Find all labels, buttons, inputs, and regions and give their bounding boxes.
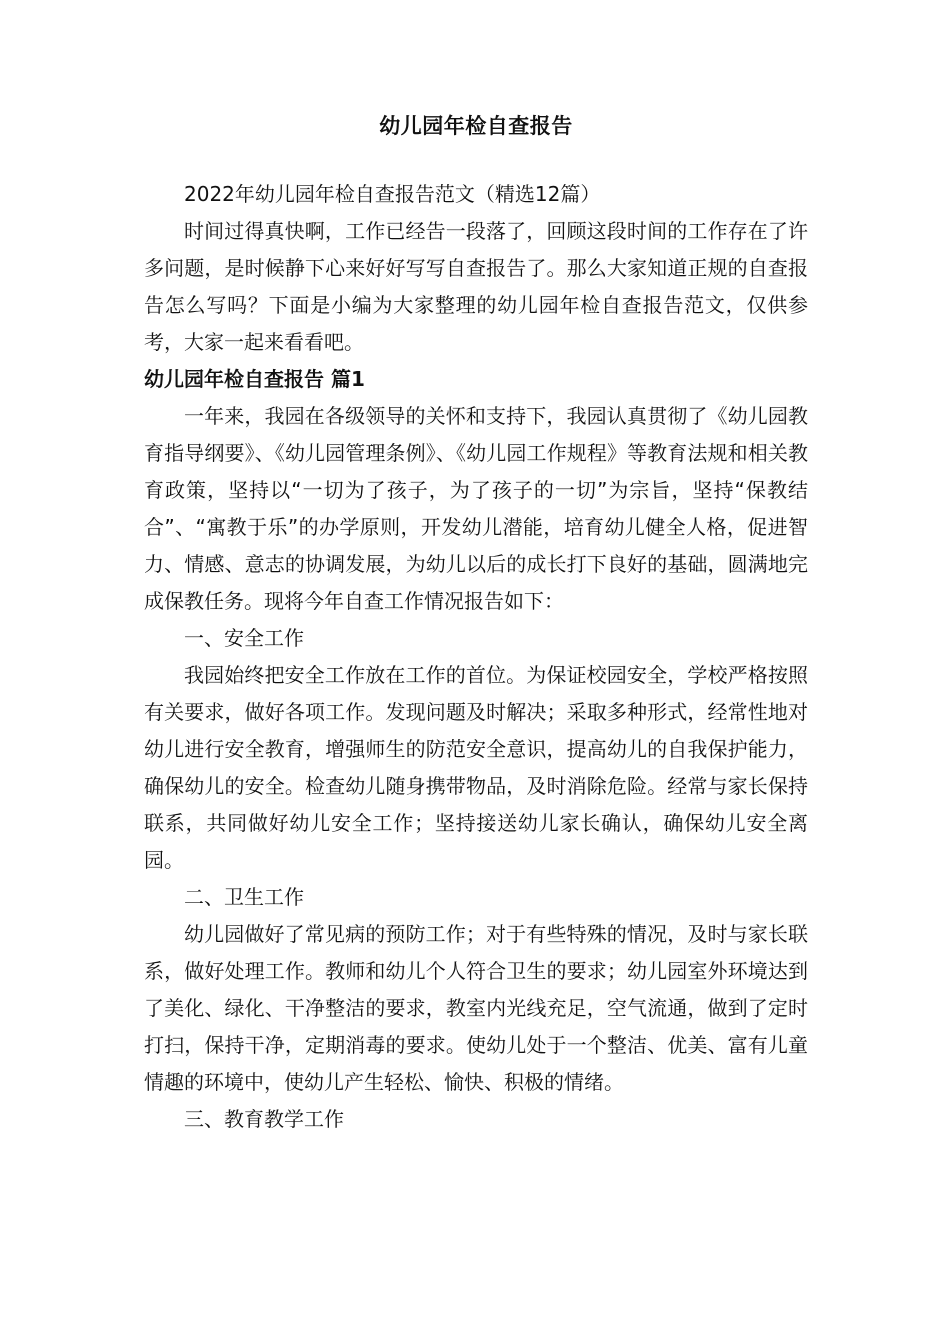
document-title: 幼儿园年检自查报告 (379, 114, 573, 138)
safety-paragraph: 我园始终把安全工作放在工作的首位。为保证校园安全，学校严格按照有关要求，做好各项工作。发现问题及时解决；采取多种形式，经常性地对幼儿进行安全教育，增强师生的防范安全意识，提高幼儿的自我保护能力，确保幼儿的安全。检查幼儿随身携带物品，及时消除危险。经常与家长保持联系，共同做好幼儿安全工作；坚持接送幼儿家长确认，确保幼儿安全离园。 (144, 663, 808, 872)
document-content (144, 106, 808, 1138)
hygiene-paragraph: 幼儿园做好了常见病的预防工作；对于有些特殊的情况，及时与家长联系，做好处理工作。教师和幼儿个人符合卫生的要求；幼儿园室外环境达到了美化、绿化、干净整洁的要求，教室内光线充足，空气流通，做到了定时打扫，保持干净，定期消毒的要求。使幼儿处于一个整洁、优美、富有儿童情趣的环境中，使幼儿产生轻松、愉快、积极的情绪。 (144, 922, 808, 1094)
teaching-heading: 三、教育教学工作 (184, 1107, 344, 1131)
section-1-heading: 幼儿园年检自查报告 篇1 (144, 367, 365, 391)
hygiene-heading: 二、卫生工作 (184, 885, 304, 909)
document-subtitle: 2022年幼儿园年检自查报告范文（精选12篇） (184, 182, 601, 206)
safety-heading: 一、安全工作 (184, 626, 304, 650)
section-1-intro-paragraph: 一年来，我园在各级领导的关怀和支持下，我园认真贯彻了《幼儿园教育指导纲要》、《幼儿园管理条例》、《幼儿园工作规程》等教育法规和相关教育政策，坚持以“一切为了孩子，为了孩子的一切”为宗旨，坚持“保教结合”、“寓教于乐”的办学原则，开发幼儿潜能，培育幼儿健全人格，促进智力、情感、意志的协调发展，为幼儿以后的成长打下良好的基础，圆满地完成保教任务。现将今年自查工作情况报告如下： (144, 404, 808, 613)
intro-paragraph: 时间过得真快啊，工作已经告一段落了，回顾这段时间的工作存在了许多问题，是时候静下心来好好写写自查报告了。那么大家知道正规的自查报告怎么写吗？下面是小编为大家整理的幼儿园年检自查报告范文，仅供参考，大家一起来看看吧。 (144, 219, 808, 354)
